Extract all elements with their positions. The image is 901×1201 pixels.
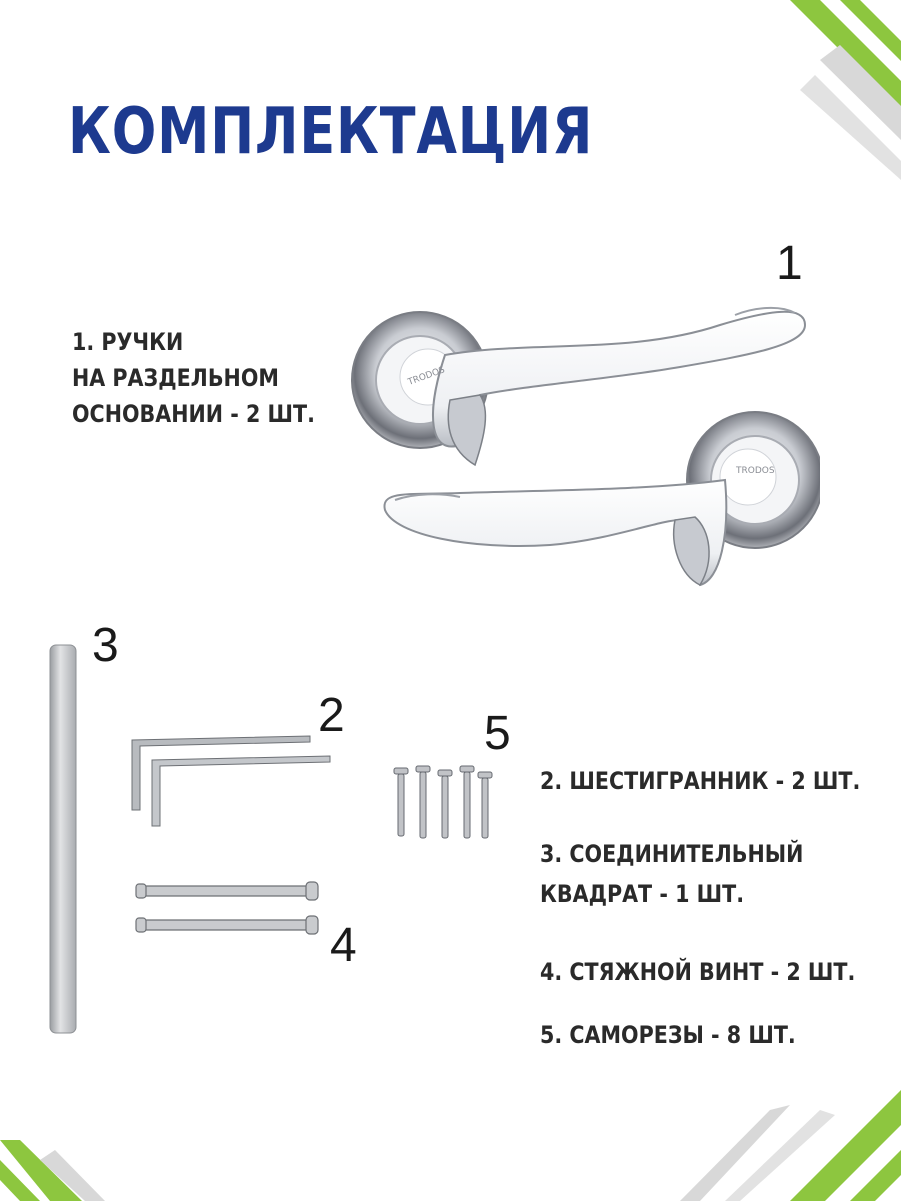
self-tapping-screws-image xyxy=(388,762,498,847)
tightening-screws-image xyxy=(130,878,330,948)
handles-label-line-3: ОСНОВАНИИ - 2 ШТ. xyxy=(72,400,315,428)
page-title: КОМПЛЕКТАЦИЯ xyxy=(68,95,594,169)
handle-brand-mark-bottom: TRODOS xyxy=(736,466,775,476)
hex-key-label: 2. ШЕСТИГРАННИК - 2 ШТ. xyxy=(540,767,861,795)
number-2: 2 xyxy=(318,689,345,742)
number-5: 5 xyxy=(484,707,511,760)
hex-keys-image xyxy=(120,730,340,840)
handles-label xyxy=(72,324,315,432)
number-3: 3 xyxy=(92,619,119,672)
handles-label-line-2: НА РАЗДЕЛЬНОМ xyxy=(72,364,279,392)
connecting-square-rod xyxy=(45,640,85,1040)
bottom-left-stripe-group xyxy=(0,1140,105,1201)
square-label-line-2: КВАДРАТ - 1 ШТ. xyxy=(540,880,745,908)
top-right-stripe-group xyxy=(790,0,901,180)
bottom-right-stripe-group xyxy=(680,1090,901,1201)
square-label-line-1: 3. СОЕДИНИТЕЛЬНЫЙ xyxy=(540,840,804,868)
handle-brand-mark-top: TRODOS xyxy=(406,365,447,388)
door-handles-image xyxy=(350,285,820,605)
number-4: 4 xyxy=(330,919,357,972)
handles-label-line-1: 1. РУЧКИ xyxy=(72,328,184,356)
number-1: 1 xyxy=(776,237,803,290)
screw-label: 4. СТЯЖНОЙ ВИНТ - 2 ШТ. xyxy=(540,958,856,986)
self-tapping-label: 5. САМОРЕЗЫ - 8 ШТ. xyxy=(540,1021,796,1049)
square-label xyxy=(540,834,803,914)
